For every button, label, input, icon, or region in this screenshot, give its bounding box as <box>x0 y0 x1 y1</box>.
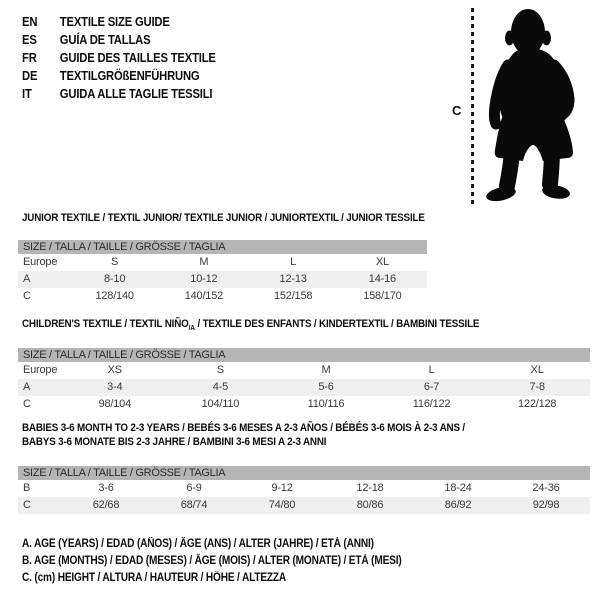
table-cell: 12-13 <box>279 273 307 285</box>
language-row <box>22 67 216 85</box>
footnote-c: C. (cm) HEIGHT / ALTURA / HAUTEUR / HÖHE / ALTEZZA <box>22 572 287 584</box>
table-cell: 14-16 <box>368 273 396 285</box>
table-title <box>22 211 425 225</box>
language-title: TEXTILGRÖßENFÜHRUNG <box>59 69 200 83</box>
table-cell: 3-6 <box>98 482 114 494</box>
table-cell: 10-12 <box>190 273 218 285</box>
junior-textile-section <box>18 211 427 305</box>
table-cell: XL <box>530 364 544 376</box>
table-cell: XS <box>107 364 122 376</box>
table-cell: 18-24 <box>444 482 472 494</box>
language-code: EN <box>22 15 38 29</box>
size-table <box>18 348 590 413</box>
row-label: B <box>23 482 31 494</box>
table-title-line: BABYS 3-6 MONATE BIS 2-3 JAHRE / BAMBINI 3-6 MESI A 2-3 ANNI <box>22 436 327 448</box>
size-table-rows <box>18 254 427 305</box>
table-cell: 8-10 <box>104 273 126 285</box>
language-title: GUIDA ALLE TAGLIE TESSILI <box>59 87 213 101</box>
language-title: TEXTILE SIZE GUIDE <box>59 15 170 29</box>
table-row <box>18 497 590 514</box>
language-code: ES <box>22 33 37 47</box>
language-title: GUIDE DES TAILLES TEXTILE <box>59 51 216 65</box>
table-row <box>18 480 590 497</box>
language-row <box>22 49 216 67</box>
table-cell: 80/86 <box>356 499 384 511</box>
table-cell: 6-9 <box>186 482 202 494</box>
children-textile-section <box>18 317 590 413</box>
language-code: DE <box>22 69 38 83</box>
table-title-line: JUNIOR TEXTILE / TEXTIL JUNIOR/ TEXTILE JUNIOR / JUNIORTEXTIL / JUNIOR TESSILE <box>22 212 425 224</box>
table-cell: S <box>111 256 119 268</box>
row-label: C <box>23 398 31 410</box>
table-cell: 98/104 <box>98 398 132 410</box>
table-cell: 3-4 <box>107 381 123 393</box>
table-cell: M <box>199 256 209 268</box>
table-row <box>18 254 427 271</box>
table-cell: 9-12 <box>271 482 293 494</box>
row-label: Europe <box>23 256 58 268</box>
height-measure-label: C <box>452 103 462 118</box>
table-cell: 5-6 <box>318 381 334 393</box>
size-table-header: SIZE / TALLA / TAILLE / GRÖSSE / TAGLIA <box>18 466 590 480</box>
table-cell: 62/68 <box>92 499 120 511</box>
size-table <box>18 240 427 305</box>
table-cell: 74/80 <box>268 499 296 511</box>
language-list <box>22 13 237 103</box>
table-cell: XL <box>375 256 389 268</box>
toddler-silhouette-icon <box>479 4 593 206</box>
language-title: GUÍA DE TALLAS <box>59 33 151 47</box>
row-label: A <box>23 381 31 393</box>
row-label: Europe <box>23 364 58 376</box>
size-table-rows <box>18 362 590 413</box>
table-cell: 24-36 <box>532 482 560 494</box>
table-cell: 122/128 <box>517 398 557 410</box>
table-cell: L <box>428 364 435 376</box>
table-cell: 86/92 <box>444 499 472 511</box>
language-code: IT <box>22 87 32 101</box>
table-title <box>22 421 522 449</box>
table-row <box>18 396 590 413</box>
table-cell: 12-18 <box>356 482 384 494</box>
table-row <box>18 271 427 288</box>
size-table-rows <box>18 480 590 514</box>
babies-textile-section <box>18 421 590 514</box>
row-label: C <box>23 290 31 302</box>
table-cell: 140/152 <box>184 290 224 302</box>
table-cell: 4-5 <box>212 381 229 393</box>
row-label: C <box>23 499 31 511</box>
footnote-b: B. AGE (MONTHS) / EDAD (MESES) / ÂGE (MOIS) / ALTER (MONATE) / ETÀ (MESI) <box>22 555 402 567</box>
language-row <box>22 85 216 103</box>
table-cell: 128/140 <box>95 290 134 302</box>
table-title-line: BABIES 3-6 MONTH TO 2-3 YEARS / BEBÉS 3-6 MESES A 2-3 AÑOS / BÉBÉS 3-6 MOIS À 2-3 ANS / <box>22 422 465 434</box>
footnote-a: A. AGE (YEARS) / EDAD (AÑOS) / ÂGE (ANS) / ALTER (JAHRE) / ETÀ (ANNI) <box>22 538 374 550</box>
table-row <box>18 288 427 305</box>
table-cell: L <box>290 256 297 268</box>
table-cell: 7-8 <box>529 381 545 393</box>
table-title <box>22 317 522 332</box>
table-cell: 6-7 <box>423 381 440 393</box>
language-code: FR <box>22 51 37 65</box>
table-cell: 116/122 <box>412 398 451 410</box>
height-measure-dashed-line <box>471 8 474 206</box>
table-cell: 110/116 <box>307 398 345 410</box>
table-cell: M <box>321 364 331 376</box>
language-row <box>22 31 216 49</box>
table-cell: 158/170 <box>363 290 402 302</box>
footnotes <box>22 536 453 587</box>
table-cell: 68/74 <box>180 499 208 511</box>
language-row <box>22 13 216 31</box>
row-label: A <box>23 273 31 285</box>
size-table-header: SIZE / TALLA / TAILLE / GRÖSSE / TAGLIA <box>18 348 590 362</box>
table-cell: 152/158 <box>273 290 313 302</box>
table-row <box>18 379 590 396</box>
size-table-header: SIZE / TALLA / TAILLE / GRÖSSE / TAGLIA <box>18 240 427 254</box>
table-cell: 92/98 <box>532 499 560 511</box>
table-title-line: CHILDREN'S TEXTILE / TEXTIL $NIÑO_{/A}$ / TEXTILE DES ENFANTS / KINDERTEXTIL / BAMBINI TESSILE <box>22 318 480 332</box>
size-table <box>18 466 590 514</box>
table-row <box>18 362 590 379</box>
table-cell: S <box>216 364 224 376</box>
table-cell: 104/110 <box>201 398 240 410</box>
